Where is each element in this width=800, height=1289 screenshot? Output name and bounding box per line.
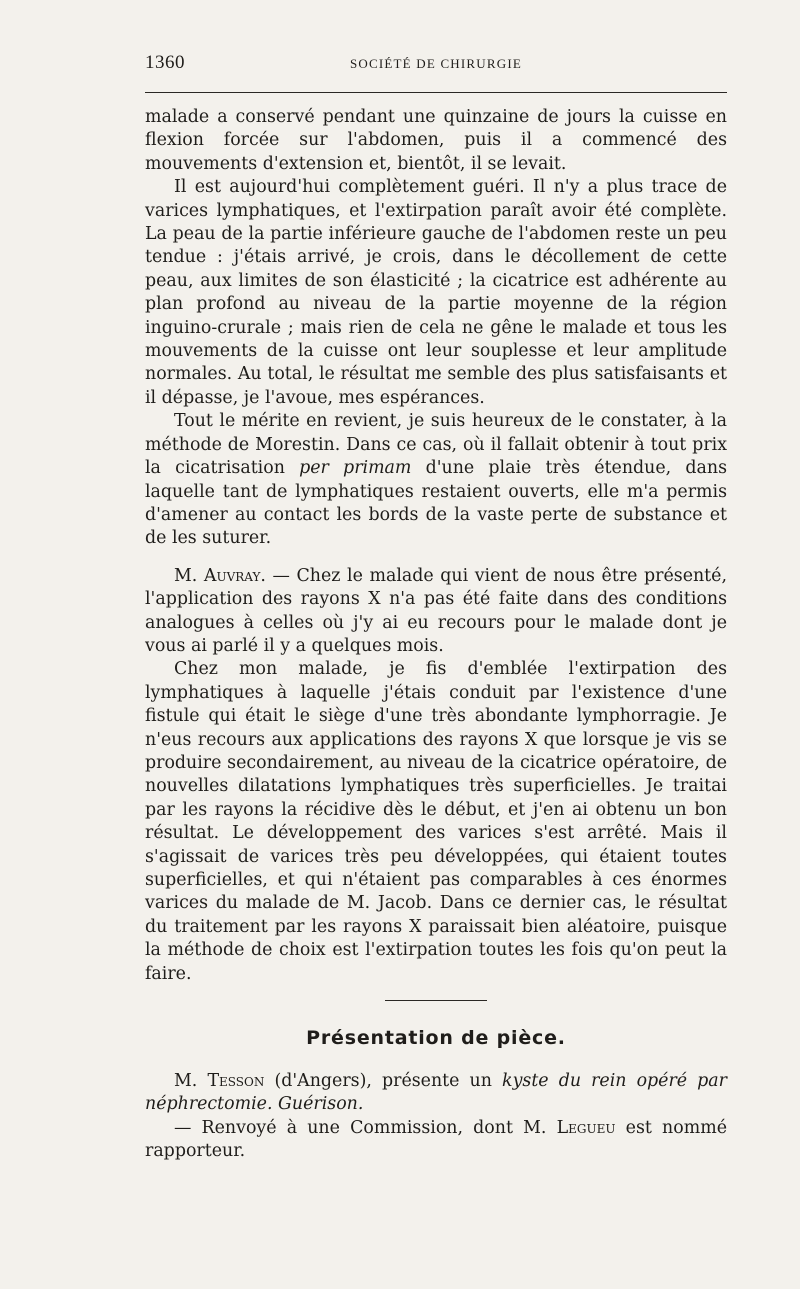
- italic-phrase: per primam: [299, 458, 412, 479]
- paragraph-continuation: malade a conservé pendant une quinzaine de jours la cuisse en flexion forcée sur l'abdomen, puis il a commencé des mouvements d'extension et, bientôt, il se levait.: [145, 107, 727, 174]
- italic-phrase: kyste du rein opéré par néphrectomie. Guérison.: [145, 1071, 727, 1115]
- page-header: [145, 52, 727, 78]
- section-divider: [385, 1000, 487, 1001]
- text-segment: — Renvoyé à une Commission, dont M.: [174, 1117, 557, 1138]
- speaker-name: Tesson: [207, 1071, 265, 1091]
- section-heading: Présentation de pièce.: [306, 1027, 566, 1049]
- text-segment: est nommé rapporteur.: [145, 1117, 727, 1162]
- body-text: [145, 106, 727, 986]
- text-segment: (d'Angers), présente un: [264, 1071, 503, 1091]
- paragraph-morestin-method: [145, 410, 727, 550]
- header-rule: [145, 92, 727, 93]
- paragraph-result: Il est aujourd'hui complètement guéri. Il n'y a plus trace de varices lymphatiques, et l'extirpation paraît avoir été complète. La peau de la partie inférieure gauche de l'abdomen reste un peu tendue : j'étais arrivé, je crois, dans le décollement de cette peau, aux limites de son élasticité ; la cicatrice est adhérente au plan profond au niveau de la partie moyenne de la région inguino-crurale ; mais rien de cela ne gêne le malade et tous les mouvements de la cuisse ont leur souplesse et leur amplitude normales. Au total, le résultat me semble des plus satisfaisants et il dépasse, je l'avoue, mes espérances.: [145, 177, 727, 408]
- text-segment: M.: [174, 1071, 208, 1091]
- paragraph-commission: [145, 1117, 727, 1164]
- paragraph-auvray-case: Chez mon malade, je fis d'emblée l'extirpation des lymphatiques à laquelle j'étais conduit par l'existence d'une fistule qui était le siège d'une très abondante lymphorragie. Je n'eus recours aux applications des rayons X que lorsque je vis se produire secondairement, au niveau de la cicatrice opératoire, de nouvelles dilatations lymphatiques très superficielles. Je traitai par les rayons la récidive dès le début, et j'en ai obtenu un bon résultat. Le développement des varices s'est arrêté. Mais il s'agissait de varices très peu développées, qui étaient toutes superficielles, et qui n'étaient pas comparables à ces énormes varices du malade de M. Jacob. Dans ce dernier cas, le résultat du traitement par les rayons X paraissait bien aléatoire, puisque la méthode de choix est l'extirpation toutes les fois qu'on peut la faire.: [145, 659, 727, 984]
- speaker-name: M. Auvray.: [174, 565, 266, 586]
- paragraph-auvray: [145, 565, 727, 659]
- speaker-name: Legueu: [556, 1117, 616, 1138]
- text-segment: — Chez le malade qui vient de nous être présenté, l'application des rayons X n'a pas été faite dans des conditions analogues à celles où j'y ai eu recours pour le malade dont je vous ai parlé il y a quelques mois.: [145, 565, 727, 656]
- page-number: 1360: [145, 52, 185, 73]
- paragraph-tesson: [145, 1070, 727, 1117]
- text-segment: d'une plaie très étendue, dans laquelle tant de lymphatiques restaient ouverts, elle m'a permis d'amener au contact les bords de la vaste perte de substance et de les suturer.: [145, 458, 728, 549]
- text-segment: Tout le mérite en revient, je suis heureux de le constater, à la méthode de Morestin. Dans ce cas, où il fallait obtenir à tout prix la cicatrisation: [145, 411, 727, 479]
- section-body: [145, 1070, 727, 1164]
- running-title: SOCIÉTÉ DE CHIRURGIE: [349, 56, 523, 71]
